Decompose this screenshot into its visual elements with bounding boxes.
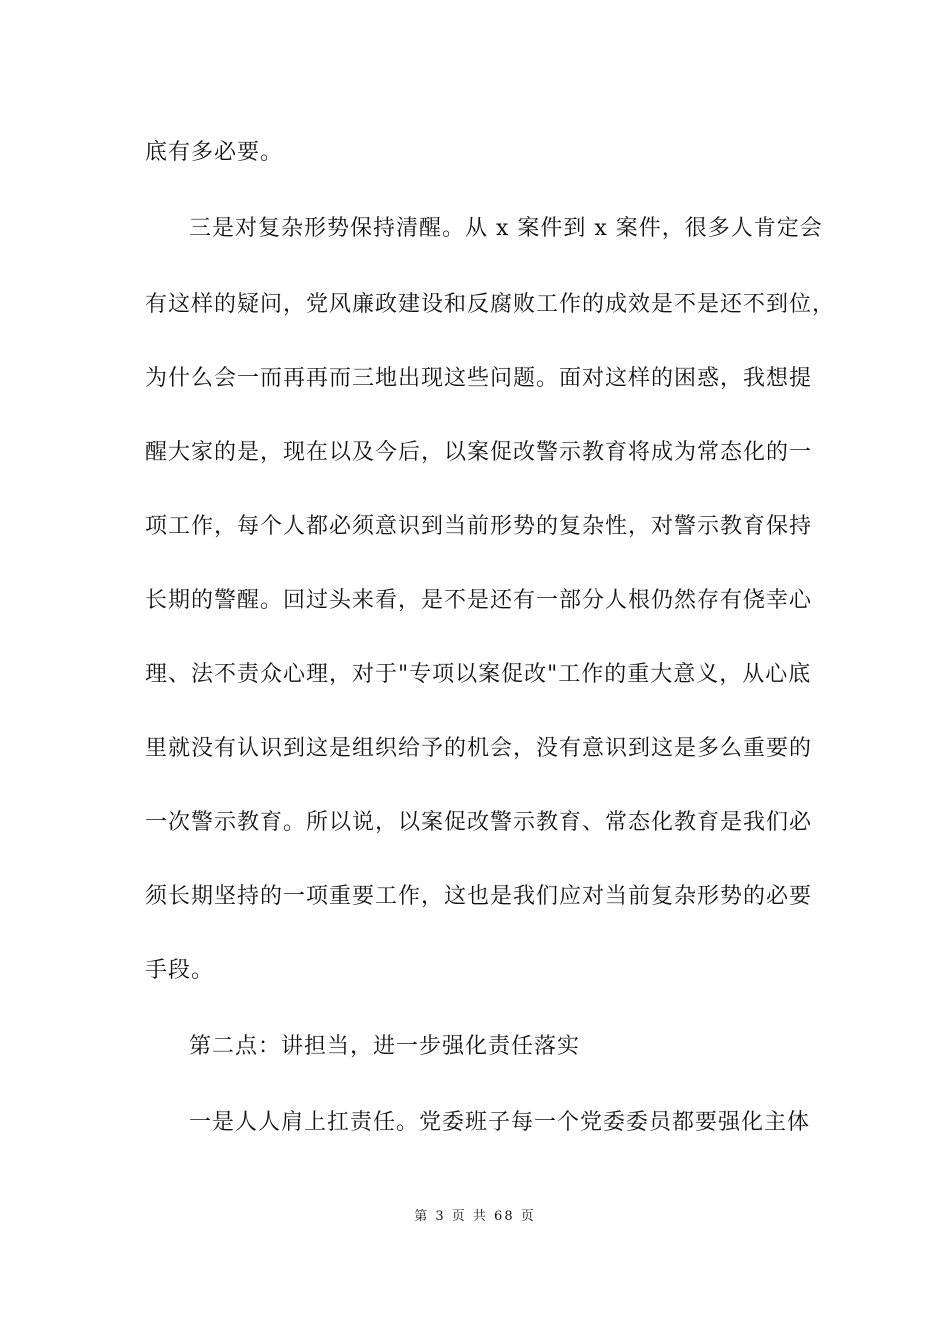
body-line-3: 有这样的疑问，党风廉政建设和反腐败工作的成效是不是还不到位，: [145, 292, 836, 317]
body-line-14: 一是人人肩上扛责任。党委班子每一个党委委员都要强化主体: [189, 1110, 811, 1135]
body-line-1: 底有多必要。: [145, 140, 284, 165]
body-line-7: 长期的警醒。回过头来看，是不是还有一部分人根仍然存有侥幸心: [145, 588, 813, 613]
body-line-2: 三是对复杂形势保持清醒。从 x 案件到 x 案件，很多人肯定会: [189, 216, 823, 241]
body-line-8: 理、法不责众心理，对于"专项以案促改"工作的重大意义，从心底: [145, 662, 812, 687]
section-heading: 第二点：讲担当，进一步强化责任落实: [189, 1034, 581, 1059]
body-line-10: 一次警示教育。所以说，以案促改警示教育、常态化教育是我们必: [145, 810, 813, 835]
body-line-5: 醒大家的是，现在以及今后，以案促改警示教育将成为常态化的一: [145, 440, 813, 465]
body-line-11: 须长期坚持的一项重要工作，这也是我们应对当前复杂形势的必要: [145, 884, 813, 909]
body-line-4: 为什么会一而再再而三地出现这些问题。面对这样的困惑，我想提: [145, 366, 813, 391]
body-line-12: 手段。: [145, 958, 215, 983]
body-line-6: 项工作，每个人都必须意识到当前形势的复杂性，对警示教育保持: [145, 514, 813, 539]
body-line-9: 里就没有认识到这是组织给予的机会，没有意识到这是多么重要的: [145, 736, 813, 761]
page-number-footer: 第 3 页 共 68 页: [414, 1209, 536, 1224]
